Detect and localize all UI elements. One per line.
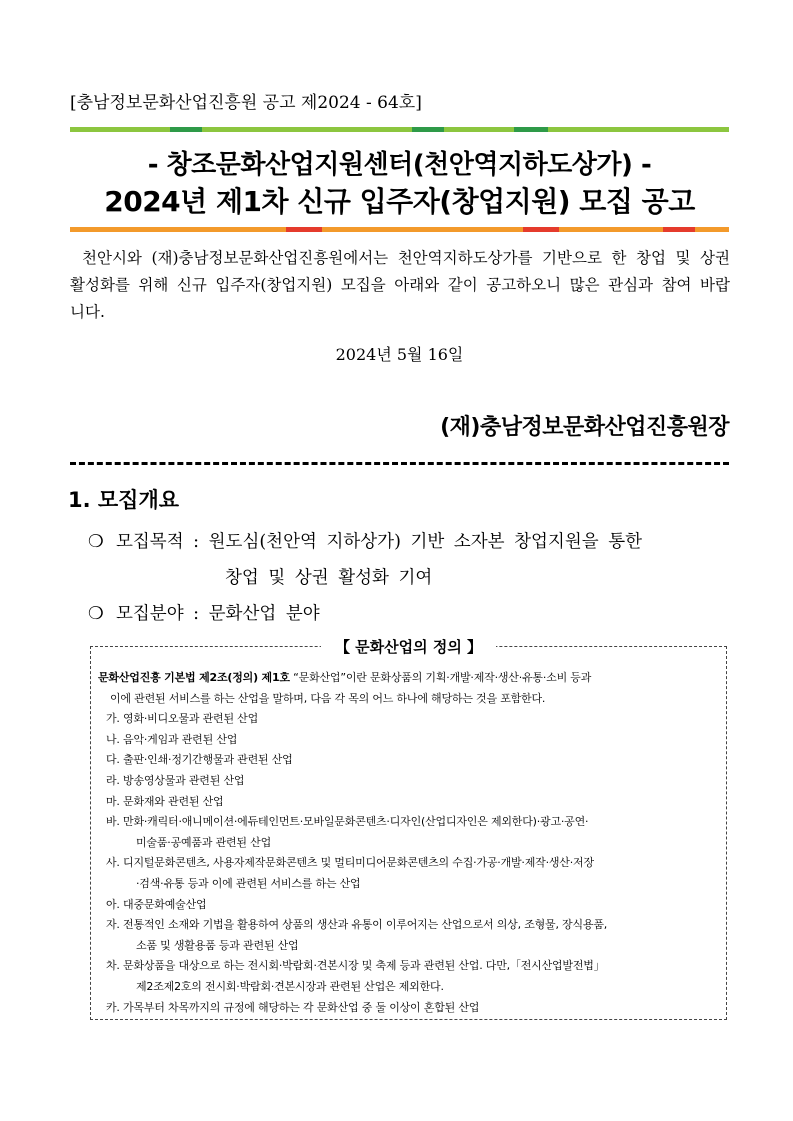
- notice-date: 2024년 5월 16일: [335, 345, 464, 364]
- definition-item-continued: 미술품‧공예품과 관련된 산업: [136, 835, 272, 849]
- definition-item: 가. 영화‧비디오물과 관련된 산업: [106, 712, 259, 726]
- definition-lead: 문화산업진흥 기본법 제2조(정의) 제1호 “문화산업”이란 문화상품의 기획‧개발‧제작‧생산‧유통‧소비 등과: [98, 671, 592, 684]
- definition-item: 마. 문화재와 관련된 산업: [106, 794, 224, 808]
- definition-item-continued: 소품 및 생활용품 등과 관련된 산업: [136, 938, 299, 952]
- definition-item: 다. 출판‧인쇄‧정기간행물과 관련된 산업: [106, 753, 293, 767]
- definition-item: 라. 방송영상물과 관련된 산업: [106, 773, 245, 787]
- section-heading-overview: 1. 모집개요: [68, 488, 180, 512]
- bullet-purpose: [88, 528, 642, 553]
- purpose-text-continued: 창업 및 상권 활성화 기여: [225, 568, 433, 588]
- definition-item: 바. 만화‧캐릭터‧애니메이션‧에듀테인먼트‧모바일문화콘텐츠‧디자인(산업디자인은 제외한다)‧광고‧공연‧: [106, 815, 589, 829]
- bullet-field: [88, 600, 320, 625]
- definition-item-continued: ‧검색‧유통 등과 이에 관련된 서비스를 하는 산업: [136, 876, 361, 890]
- circle-bullet-icon: ❍: [88, 532, 104, 552]
- page-title-line2: 2024년 제1차 신규 입주자(창업지원) 모집 공고: [104, 185, 695, 218]
- definition-item: 나. 음악‧게임과 관련된 산업: [106, 732, 238, 746]
- definition-item: 사. 디지털문화콘텐츠, 사용자제작문화콘텐츠 및 멀티미디어문화콘텐츠의 수집‧가공‧개발‧제작‧생산‧저장: [106, 856, 594, 870]
- definition-lead-continued: 이에 관련된 서비스를 하는 산업을 말하며, 다음 각 목의 어느 하나에 해당하는 것을 포함한다.: [110, 691, 546, 705]
- definition-item: 자. 전통적인 소재와 기법을 활용하여 상품의 생산과 유통이 이루어지는 산업으로서 의상, 조형물, 장식용품,: [106, 918, 608, 932]
- dashed-divider: [70, 462, 729, 465]
- circle-bullet-icon: ❍: [88, 604, 104, 624]
- definition-box-title: 【 문화산업의 정의 】: [90, 636, 727, 657]
- definition-item-continued: 제2조제2호의 전시회‧박람회‧견본시장과 관련된 산업은 제외한다.: [136, 979, 444, 993]
- definition-item: 아. 대중문화예술산업: [106, 897, 207, 911]
- definition-item: 차. 문화상품을 대상으로 하는 전시회‧박람회‧견본시장 및 축제 등과 관련된 산업. 다만,「전시산업발전법」: [106, 959, 605, 973]
- intro-paragraph: 천안시와 (재)충남정보문화산업진흥원에서는 천안역지하도상가를 기반으로 한 창업 및 상권 활성화를 위해 신규 입주자(창업지원) 모집을 아래와 같이 공고하오니 많은 관심과 참여 바랍니다.: [70, 249, 730, 321]
- purpose-text: 모집목적 : 원도심(천안역 지하상가) 기반 소자본 창업지원을 통한: [116, 532, 643, 552]
- issuer-name: (재)충남정보문화산업진흥원장: [440, 415, 729, 440]
- definition-body: [98, 668, 722, 1018]
- page-title-line1: - 창조문화산업지원센터(천안역지하도상가) -: [147, 150, 652, 180]
- decorative-color-bar-top: [70, 127, 729, 132]
- field-text: 모집분야 : 문화산업 분야: [116, 604, 320, 624]
- decorative-color-bar-bottom: [70, 227, 729, 232]
- definition-item: 카. 가목부터 차목까지의 규정에 해당하는 각 문화산업 중 둘 이상이 혼합된 산업: [106, 1000, 480, 1014]
- notice-number: [충남정보문화산업진흥원 공고 제2024 - 64호]: [70, 93, 422, 113]
